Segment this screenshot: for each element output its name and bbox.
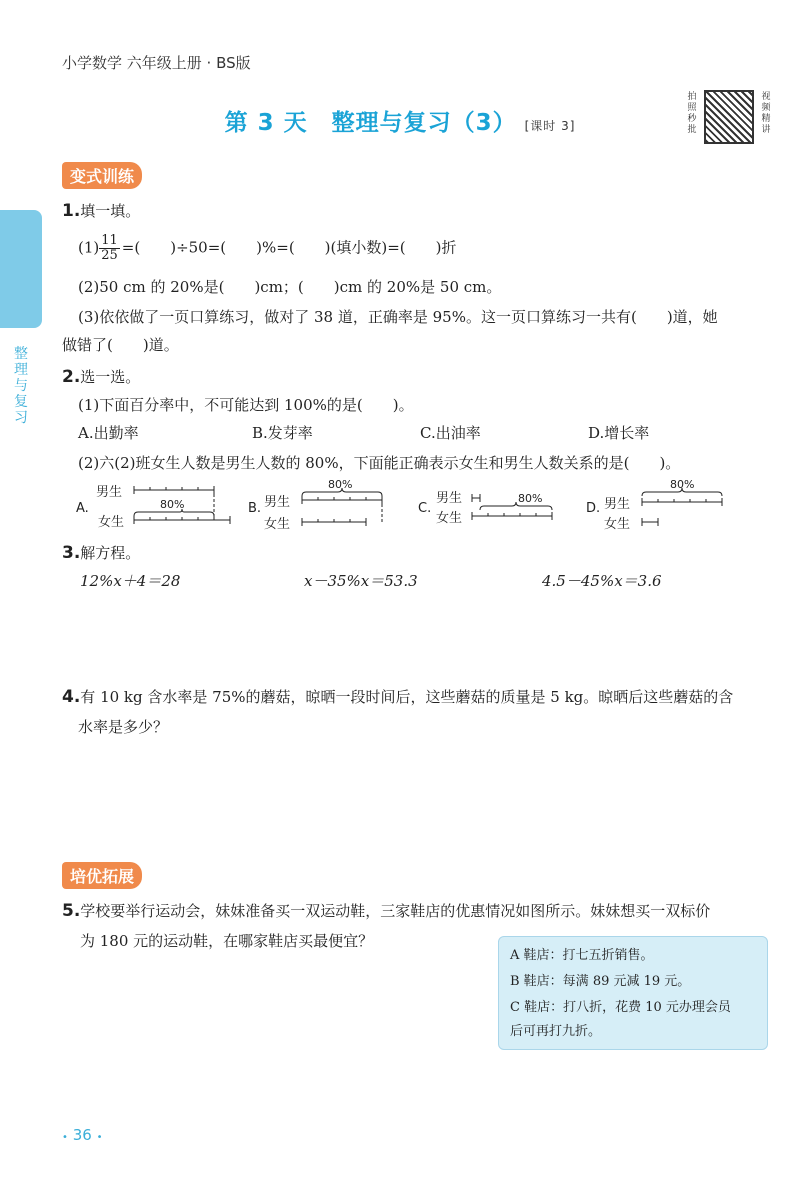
dot-icon: • bbox=[62, 1132, 68, 1143]
question-1-part-2: (2)50 cm 的 20%是( )cm；( )cm 的 20%是 50 cm。 bbox=[78, 278, 502, 296]
shop-c-text: C 鞋店：打八折，花费 10 元办理会员 bbox=[510, 1000, 731, 1015]
question-3-heading bbox=[62, 542, 140, 564]
question-1-number: 1. bbox=[62, 201, 81, 221]
question-4-line-1 bbox=[62, 686, 733, 708]
fraction bbox=[99, 234, 120, 263]
question-4-text-1: 有 10 kg 含水率是 75%的蘑菇，晾晒一段时间后，这些蘑菇的质量是 5 kg。晾晒后这些蘑菇的含 bbox=[80, 688, 734, 706]
diagram-c-girl-label: 女生 bbox=[436, 511, 463, 526]
question-1-title: 填一填。 bbox=[80, 202, 141, 220]
lesson-label: [课时 3] bbox=[524, 119, 576, 133]
question-5-line-1 bbox=[62, 900, 710, 922]
q1-p1-rest: =( )÷50=( )%=( )(填小数)=( )折 bbox=[121, 238, 457, 257]
qr-right-text: 视频精讲 bbox=[761, 92, 771, 135]
diagram-c-percent: 80% bbox=[518, 492, 543, 505]
question-1-part-1 bbox=[78, 234, 457, 263]
fraction-denominator: 25 bbox=[101, 248, 118, 263]
question-2-part-2: (2)六(2)班女生人数是男生人数的 80%，下面能正确表示女生和男生人数关系的是( )。 bbox=[78, 454, 681, 472]
side-tab-label: 整理与复习 bbox=[14, 346, 28, 426]
page-number-value: 36 bbox=[72, 1126, 92, 1144]
diagram-d-boy-label: 男生 bbox=[604, 497, 631, 512]
diagram-c-letter: C. bbox=[418, 501, 432, 516]
q2-option-d: D.增长率 bbox=[588, 424, 650, 442]
q2-option-a: A.出勤率 bbox=[78, 424, 139, 442]
question-2-part-1: (1)下面百分率中，不可能达到 100%的是( )。 bbox=[78, 396, 414, 414]
diagram-a-boy-label: 男生 bbox=[96, 485, 123, 500]
book-title: 小学数学 六年级上册 · BS版 bbox=[62, 54, 251, 72]
section-badge-extension: 培优拓展 bbox=[62, 862, 142, 889]
qr-code-icon[interactable] bbox=[704, 90, 754, 144]
shop-a-text: A 鞋店：打七五折销售。 bbox=[510, 948, 654, 963]
diagram-a-letter: A. bbox=[76, 501, 89, 516]
segment-diagrams bbox=[76, 476, 756, 536]
question-4-number: 4. bbox=[62, 687, 81, 707]
equation-2: x－35%x＝53.3 bbox=[304, 572, 418, 590]
shop-c-text-cont: 后可再打九折。 bbox=[510, 1024, 602, 1039]
question-5-text-1: 学校要举行运动会，妹妹准备买一双运动鞋，三家鞋店的优惠情况如图所示。妹妹想买一双标价 bbox=[80, 902, 711, 920]
q2-option-c: C.出油率 bbox=[420, 424, 481, 442]
question-3-title: 解方程。 bbox=[80, 544, 141, 562]
side-tab bbox=[0, 210, 42, 328]
question-2-heading bbox=[62, 366, 140, 388]
page-title-main: 第 3 天 整理与复习（3） bbox=[224, 110, 517, 136]
question-2-number: 2. bbox=[62, 367, 81, 387]
diagram-d-girl-label: 女生 bbox=[604, 517, 631, 532]
fraction-numerator: 11 bbox=[101, 233, 118, 248]
section-badge-practice: 变式训练 bbox=[62, 162, 142, 189]
diagram-d-letter: D. bbox=[586, 501, 601, 516]
qr-left-text: 拍照秒批 bbox=[687, 92, 697, 135]
equation-3: 4.5－45%x＝3.6 bbox=[542, 572, 662, 590]
diagram-b-boy-label: 男生 bbox=[264, 495, 291, 510]
q1-p1-prefix: (1) bbox=[78, 238, 100, 257]
diagram-b-girl-label: 女生 bbox=[264, 517, 291, 532]
diagram-a-percent: 80% bbox=[160, 498, 185, 511]
question-4-line-2: 水率是多少？ bbox=[78, 718, 169, 736]
q2-option-b: B.发芽率 bbox=[252, 424, 313, 442]
diagram-b-percent: 80% bbox=[328, 478, 353, 491]
question-2-title: 选一选。 bbox=[80, 368, 141, 386]
question-1-heading bbox=[62, 200, 140, 222]
question-3-number: 3. bbox=[62, 543, 81, 563]
equation-1: 12%x＋4＝28 bbox=[80, 572, 181, 590]
diagram-c-boy-label: 男生 bbox=[436, 491, 463, 506]
diagram-d-percent: 80% bbox=[670, 478, 695, 491]
question-1-part-3-line-1: (3)依依做了一页口算练习，做对了 38 道，正确率是 95%。这一页口算练习一共有( )道，她 bbox=[78, 308, 718, 326]
shop-b-text: B 鞋店：每满 89 元减 19 元。 bbox=[510, 974, 691, 989]
question-5-number: 5. bbox=[62, 901, 81, 921]
diagram-a-girl-label: 女生 bbox=[98, 515, 125, 530]
page-title bbox=[0, 104, 800, 137]
question-5-line-2: 为 180 元的运动鞋，在哪家鞋店买最便宜？ bbox=[80, 932, 374, 950]
diagram-b-letter: B. bbox=[248, 501, 262, 516]
page-number bbox=[62, 1126, 102, 1144]
question-1-part-3-line-2: 做错了( )道。 bbox=[62, 336, 179, 354]
dot-icon: • bbox=[96, 1132, 103, 1143]
